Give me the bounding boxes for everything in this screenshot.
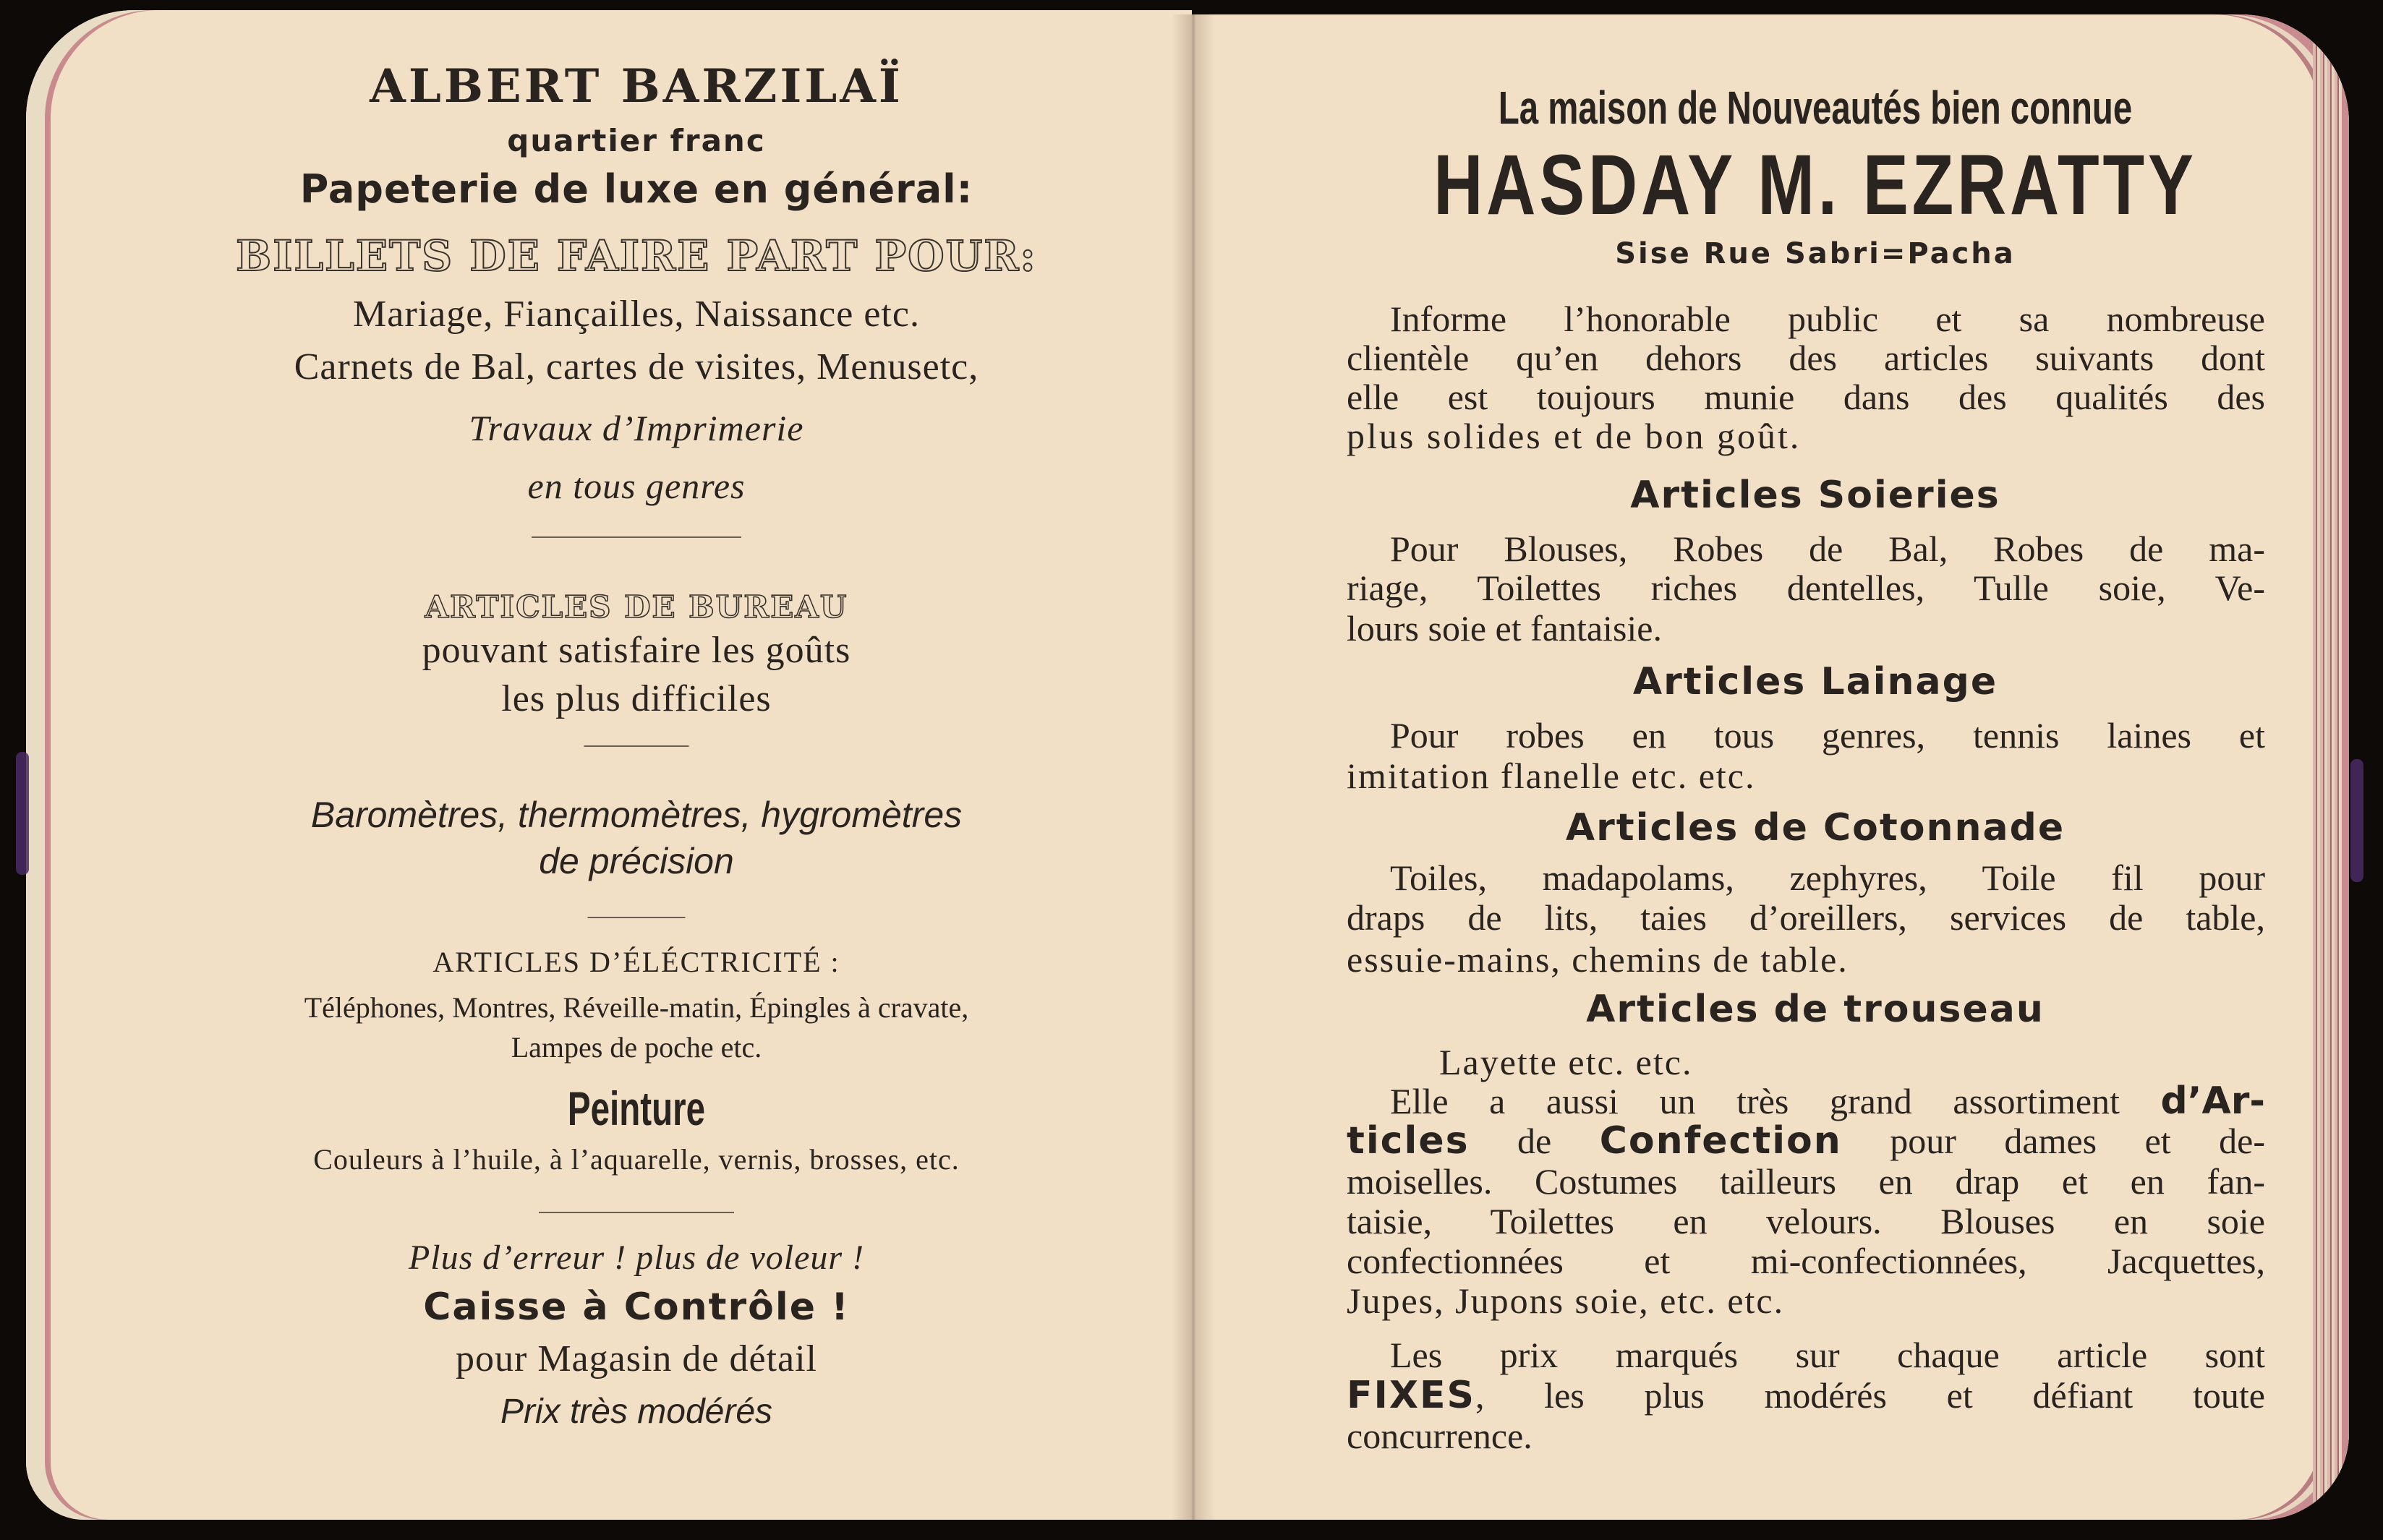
trouseau-line: Layette etc. etc. xyxy=(1439,1042,1693,1082)
prix-bold-text: FIXES xyxy=(1347,1374,1475,1417)
section-heading-lainage: Articles Lainage xyxy=(1632,660,1998,703)
confection-line-6: Jupes, Jupons soie, etc. etc. xyxy=(1347,1280,1785,1321)
confection-text: pour dames et de- xyxy=(1841,1121,2265,1161)
prix-line-2 xyxy=(1347,1374,2265,1417)
paragraph1-line: clientèle qu’en dehors des articles suivants dont xyxy=(1347,338,2265,378)
instruments-line-2: de précision xyxy=(539,841,734,881)
confection-line-2 xyxy=(1347,1119,2265,1163)
divider xyxy=(532,536,741,538)
section-heading-cotonnade: Articles de Cotonnade xyxy=(1565,806,2066,850)
soieries-line: riage, Toilettes riches dentelles, Tulle soie, Ve- xyxy=(1347,568,2265,608)
travaux-line-1: Travaux d’Imprimerie xyxy=(469,408,804,448)
prix-text: , les plus modérés et défiant toute xyxy=(1475,1375,2265,1416)
bureau-line-2: les plus difficiles xyxy=(501,678,772,719)
lainage-line: imitation flanelle etc. etc. xyxy=(1347,756,1756,796)
electricite-line-2: Lampes de poche etc. xyxy=(511,1031,762,1064)
electricite-heading: ARTICLES D’ÉLÉCTRICITÉ : xyxy=(432,946,840,978)
caisse-heading: Caisse à Contrôle ! xyxy=(423,1286,850,1329)
page-edges xyxy=(2313,43,2342,1518)
confection-line-4: taisie, Toilettes en velours. Blouses en soie xyxy=(1347,1201,2265,1241)
peinture-heading: Peinture xyxy=(567,1082,706,1135)
lainage-line: Pour robes en tous genres, tennis laines et xyxy=(1390,715,2265,756)
cotonnade-line: draps de lits, taies d’oreillers, services de table, xyxy=(1347,897,2265,938)
binding-stitch-right xyxy=(2350,759,2363,882)
prix-line-3: concurrence. xyxy=(1347,1416,1532,1456)
electricite-line-1: Téléphones, Montres, Réveille-matin, Épingles à cravate, xyxy=(304,991,969,1024)
right-intro: La maison de Nouveautés bien connue xyxy=(1498,82,2133,134)
confection-bold-text: Confection xyxy=(1599,1119,1842,1163)
bureau-line-1: pouvant satisfaire les goûts xyxy=(422,630,851,671)
left-district: quartier franc xyxy=(507,123,766,158)
confection-line-3: moiselles. Costumes tailleurs en drap et en fan- xyxy=(1347,1161,2265,1202)
cotonnade-line: essuie-mains, chemins de table. xyxy=(1347,939,1849,980)
caisse-line: pour Magasin de détail xyxy=(456,1338,817,1379)
confection-line-5: confectionnées et mi-confectionnées, Jacquettes, xyxy=(1347,1241,2265,1281)
divider xyxy=(539,1212,734,1213)
confection-line-1 xyxy=(1347,1079,2265,1123)
confection-bold-text: ticles xyxy=(1347,1119,1470,1163)
peinture-line: Couleurs à l’huile, à l’aquarelle, vernis, brosses, etc. xyxy=(313,1143,960,1176)
binding-stitch-left xyxy=(16,752,29,875)
billets-line-2: Carnets de Bal, cartes de visites, Menusetc, xyxy=(294,346,979,388)
confection-text: Elle a aussi un très grand assortiment xyxy=(1390,1081,2161,1121)
right-shop-name: HASDAY M. EZRATTY xyxy=(1433,137,2197,233)
divider xyxy=(584,745,689,747)
prix-line-1: Les prix marqués sur chaque article sont xyxy=(1390,1335,2265,1375)
billets-line-1: Mariage, Fiançailles, Naissance etc. xyxy=(353,294,920,335)
section-heading-trouseau: Articles de trouseau xyxy=(1586,988,2045,1031)
book-gutter xyxy=(1172,14,1215,1520)
billets-heading: BILLETS DE FAIRE PART POUR: xyxy=(236,231,1037,281)
prix-line: Prix très modérés xyxy=(500,1393,773,1431)
cotonnade-line: Toiles, madapolams, zephyres, Toile fil pour xyxy=(1390,857,2265,898)
left-tagline: Papeterie de luxe en général: xyxy=(299,166,973,212)
bureau-heading: ARTICLES DE BUREAU xyxy=(425,589,848,625)
slogan: Plus d’erreur ! plus de voleur ! xyxy=(408,1239,865,1277)
soieries-line: Pour Blouses, Robes de Bal, Robes de ma- xyxy=(1390,529,2265,569)
right-address: Sise Rue Sabri=Pacha xyxy=(1615,237,2016,270)
soieries-line: lours soie et fantaisie. xyxy=(1347,608,1662,649)
paragraph1-line: plus solides et de bon goût. xyxy=(1347,416,1802,456)
paragraph1-line: Informe l’honorable public et sa nombreuse xyxy=(1390,299,2265,339)
paragraph1-line: elle est toujours munie dans des qualités des xyxy=(1347,377,2265,417)
confection-bold-text: d’Ar- xyxy=(2160,1079,2265,1123)
left-shop-name: ALBERT BARZILAÏ xyxy=(370,59,903,114)
instruments-line-1: Baromètres, thermomètres, hygromètres xyxy=(310,795,963,835)
travaux-line-2: en tous genres xyxy=(527,466,746,506)
divider xyxy=(588,917,686,918)
section-heading-soieries: Articles Soieries xyxy=(1630,474,2000,517)
confection-text: de xyxy=(1469,1121,1600,1161)
